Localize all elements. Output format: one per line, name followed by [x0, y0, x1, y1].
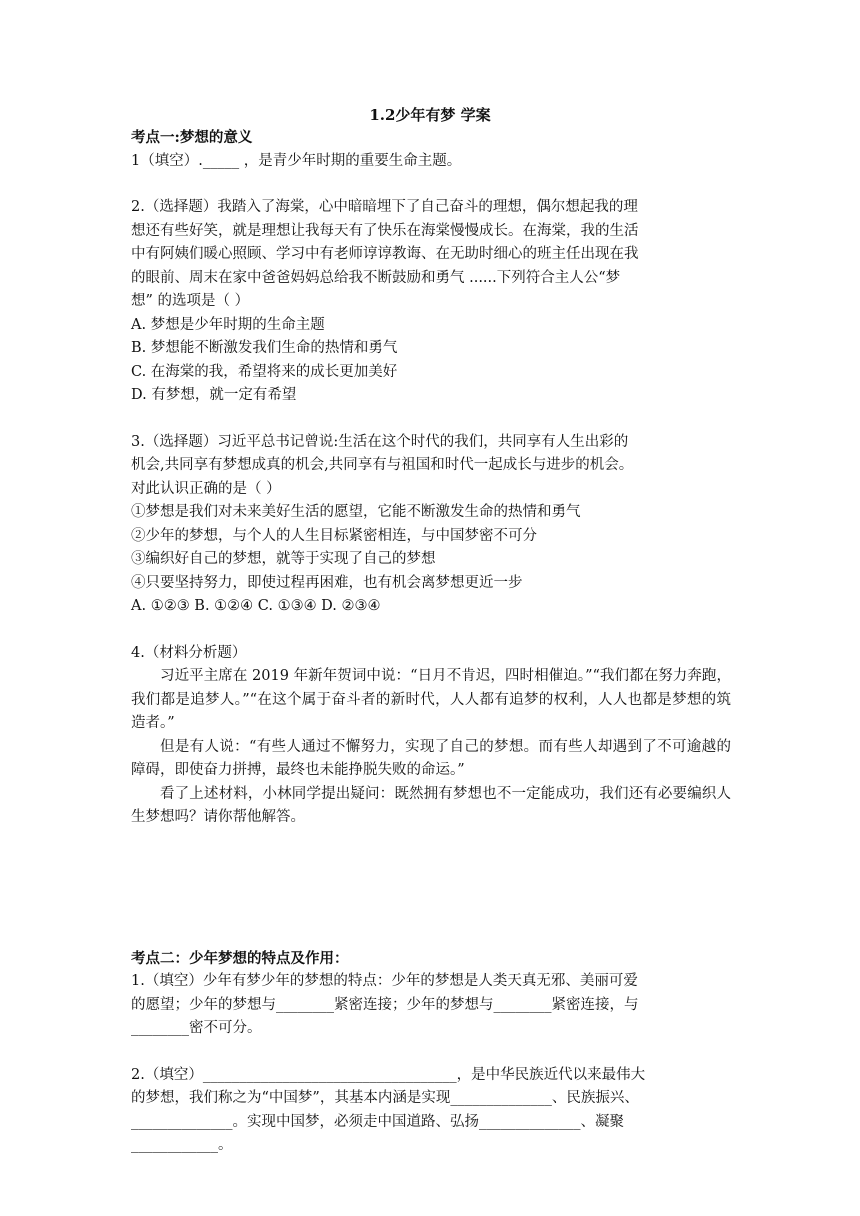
question-1-fill-blank: 1（填空）._____ ，是青少年时期的重要生命主题。 [131, 152, 462, 169]
question-line: ______________。实现中国梦，必须走中国道路、弘扬______________、凝聚 [131, 1113, 624, 1130]
document-body [131, 126, 731, 1158]
question-3-multiple-choice [131, 431, 731, 619]
option-b: B. 梦想能不断激发我们生命的热情和勇气 [131, 340, 398, 356]
question-2-multiple-choice [131, 196, 731, 408]
question-line: 1.（填空）少年有梦少年的梦想的特点：少年的梦想是人类天真无邪、美丽可爱 [131, 973, 638, 989]
question-line: 想” 的选项是（ ） [131, 293, 250, 309]
material-paragraph: 习近平主席在 2019 年新年贺词中说：“日月不肯迟，四时相催迫。”“我们都在努力奔跑，我们都是追梦人。”“在这个属于奋斗者的新时代，人人都有追梦的权利，人人也都是梦想的筑造者。” [131, 668, 731, 731]
question-line: 想还有些好笑，就是理想让我每天有了快乐在海棠慢慢成长。在海棠，我的生活 [131, 222, 639, 239]
question-line: 3.（选择题）习近平总书记曾说:生活在这个时代的我们，共同享有人生出彩的 [131, 433, 629, 450]
question-line: 的愿望；少年的梦想与________紧密连接；少年的梦想与________紧密连接，与 [131, 996, 639, 1013]
material-paragraph: 看了上述材料，小林同学提出疑问：既然拥有梦想也不一定能成功，我们还有必要编织人生梦想吗？请你帮他解答。 [131, 785, 731, 825]
material-paragraph: 但是有人说：“有些人通过不懈努力，实现了自己的梦想。而有些人却遇到了不可逾越的障碍，即使奋力拼搏，最终也未能挣脱失败的命运。” [131, 738, 731, 778]
question-4-material-analysis [131, 642, 731, 830]
question-line: ________密不可分。 [131, 1020, 262, 1036]
statement-1: ①梦想是我们对未来美好生活的愿望，它能不断激发生命的热情和勇气 [131, 504, 581, 520]
option-c: C. 在海棠的我，希望将来的成长更加美好 [131, 363, 398, 380]
answer-options: A. ①②③ B. ①②④ C. ①③④ D. ②③④ [131, 598, 381, 614]
option-a: A. 梦想是少年时期的生命主题 [131, 316, 325, 333]
question-line: 2.（填空）___________________________________，是中华民族近代以来最伟大 [131, 1066, 646, 1083]
question-line: 机会,共同享有梦想成真的机会,共同享有与祖国和时代一起成长与进步的机会。 [131, 457, 634, 473]
question-line: 中有阿姨们暖心照顾、学习中有老师谆谆教诲、在无助时细心的班主任出现在我 [131, 246, 639, 262]
statement-3: ③编织好自己的梦想，就等于实现了自己的梦想 [131, 551, 436, 567]
statement-2: ②少年的梦想，与个人的人生目标紧密相连，与中国梦密不可分 [131, 527, 537, 544]
question-label: 4.（材料分析题） [131, 644, 247, 661]
section-heading-2: 考点二：少年梦想的特点及作用： [131, 949, 349, 967]
answer-space [131, 830, 731, 947]
question-line: 的梦想，我们称之为“中国梦”，其基本内涵是实现______________、民族振兴、 [131, 1090, 639, 1106]
option-d: D. 有梦想，就一定有希望 [131, 387, 297, 403]
section2-question-1-fill-blank [131, 970, 731, 1041]
question-line: 2.（选择题）我踏入了海棠，心中暗暗埋下了自己奋斗的理想，偶尔想起我的理 [131, 199, 638, 215]
question-line: 对此认识正确的是（ ） [131, 480, 281, 497]
question-line: 的眼前、周末在家中爸爸妈妈总给我不断鼓励和勇气 ......下列符合主人公“梦 [131, 269, 621, 286]
section-heading-1: 考点一:梦想的意义 [131, 129, 253, 146]
page-title: 1.2少年有梦 学案 [369, 106, 491, 124]
statement-4: ④只要坚持努力，即使过程再困难，也有机会离梦想更近一步 [131, 574, 523, 591]
question-line: ____________。 [131, 1137, 233, 1153]
section2-question-2-fill-blank [131, 1064, 731, 1158]
